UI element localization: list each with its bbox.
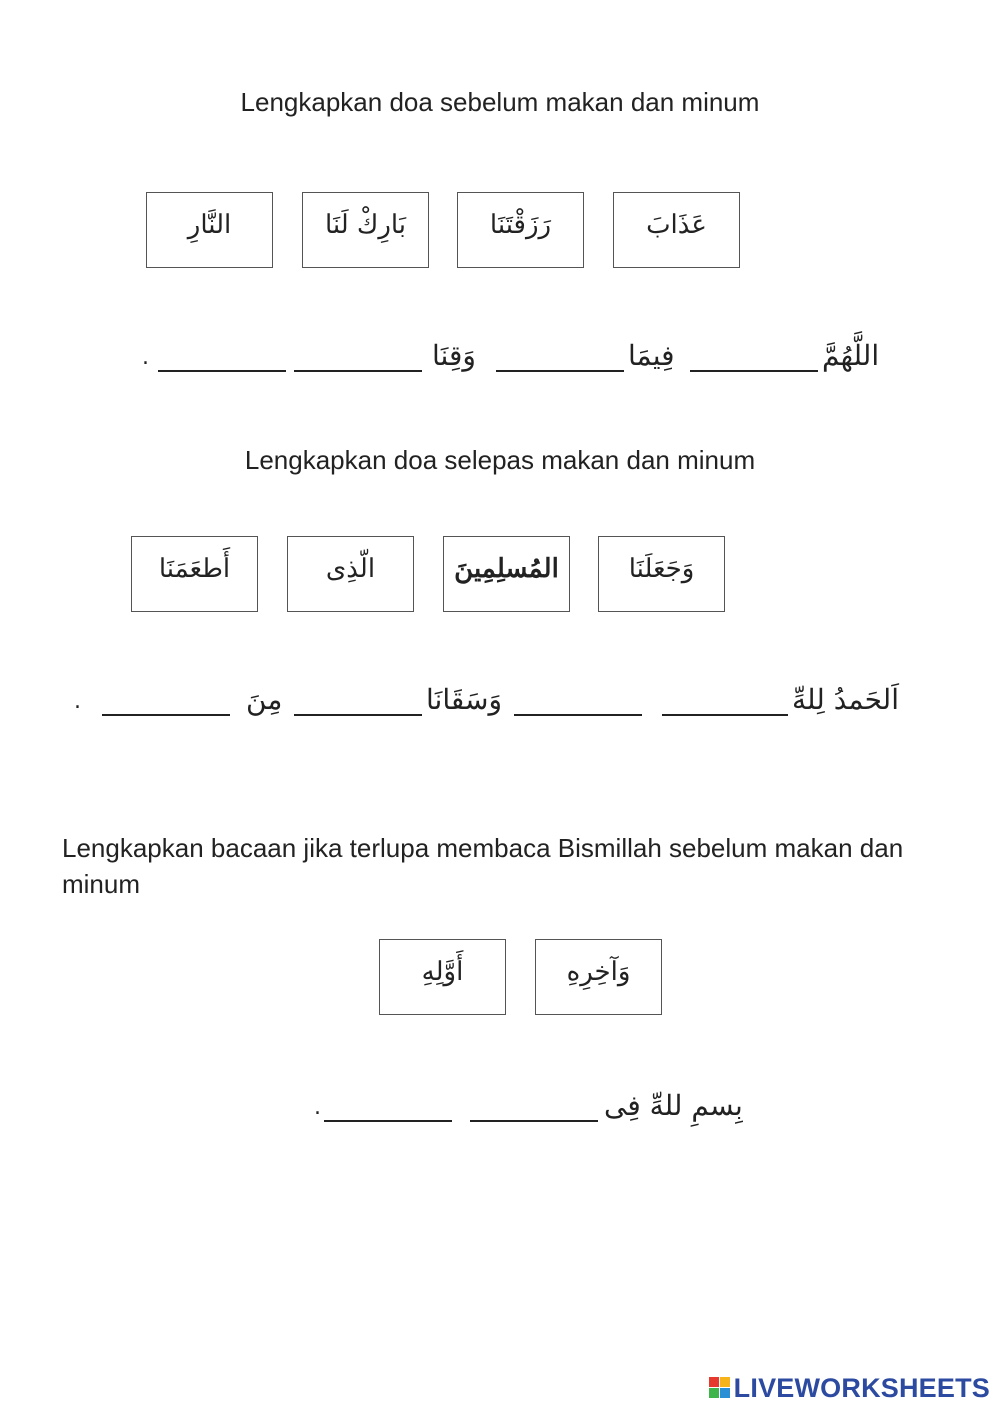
word-box-annar[interactable] — [146, 192, 273, 268]
word-label: الّذِى — [325, 554, 376, 584]
word-label: رَزَقْتَنَا — [489, 210, 552, 240]
word-label: بَارِكْ لَنَا — [324, 210, 407, 240]
sentence-1-start: اللَّهُمَّ — [822, 339, 880, 372]
sentence-1-end: . — [142, 345, 149, 370]
blank-3-2[interactable] — [324, 1090, 452, 1122]
word-box-azab[interactable] — [613, 192, 740, 268]
word-label: وَآخِرِهِ — [566, 957, 631, 987]
word-box-wajaalana[interactable] — [598, 536, 725, 612]
liveworksheets-logo[interactable] — [709, 1375, 990, 1401]
sentence-1-middle1: فِيمَا — [628, 339, 675, 372]
word-box-razaqtana[interactable] — [457, 192, 584, 268]
blank-2-3[interactable] — [294, 684, 422, 716]
sentence-2-start: اَلحَمدُ لِلهِّ — [792, 683, 899, 716]
word-box-atamana[interactable] — [131, 536, 258, 612]
word-label: النَّارِ — [187, 210, 232, 240]
blank-1-2[interactable] — [496, 340, 624, 372]
blank-2-4[interactable] — [102, 684, 230, 716]
sentence-3-end: . — [314, 1095, 321, 1120]
word-box-wakhirihi[interactable] — [535, 939, 662, 1015]
word-label: المُسلِمِينَ — [454, 554, 559, 584]
word-label: أَطعَمَنَا — [158, 554, 231, 584]
word-box-awwalihi[interactable] — [379, 939, 506, 1015]
blank-2-2[interactable] — [514, 684, 642, 716]
liveworksheets-logo-icon — [709, 1377, 731, 1399]
section-3-title: Lengkapkan bacaan jika terlupa membaca Bismillah sebelum makan dan minum — [62, 833, 904, 899]
sentence-2-middle1: وَسَقَانَا — [426, 683, 503, 716]
blank-2-1[interactable] — [662, 684, 788, 716]
sentence-1-middle2: وَقِنَا — [432, 339, 476, 372]
word-box-almuslimin[interactable] — [443, 536, 570, 612]
word-label: أَوَّلِهِ — [421, 957, 464, 987]
sentence-3-start: بِسمِ للهِّ فِى — [604, 1089, 743, 1122]
blank-1-3[interactable] — [294, 340, 422, 372]
blank-1-4[interactable] — [158, 340, 286, 372]
word-box-allazi[interactable] — [287, 536, 414, 612]
word-box-barik-lana[interactable] — [302, 192, 429, 268]
word-label: عَذَابَ — [646, 210, 707, 240]
sentence-2-end: . — [74, 689, 81, 714]
word-label: وَجَعَلَنَا — [628, 554, 695, 584]
section-1-title: Lengkapkan doa sebelum makan dan minum — [240, 87, 760, 117]
blank-1-1[interactable] — [690, 340, 818, 372]
section-2-title: Lengkapkan doa selepas makan dan minum — [244, 445, 756, 475]
blank-3-1[interactable] — [470, 1090, 598, 1122]
logo-text: LIVEWORKSHEETS — [733, 1373, 990, 1403]
sentence-2-middle2: مِنَ — [246, 683, 283, 716]
